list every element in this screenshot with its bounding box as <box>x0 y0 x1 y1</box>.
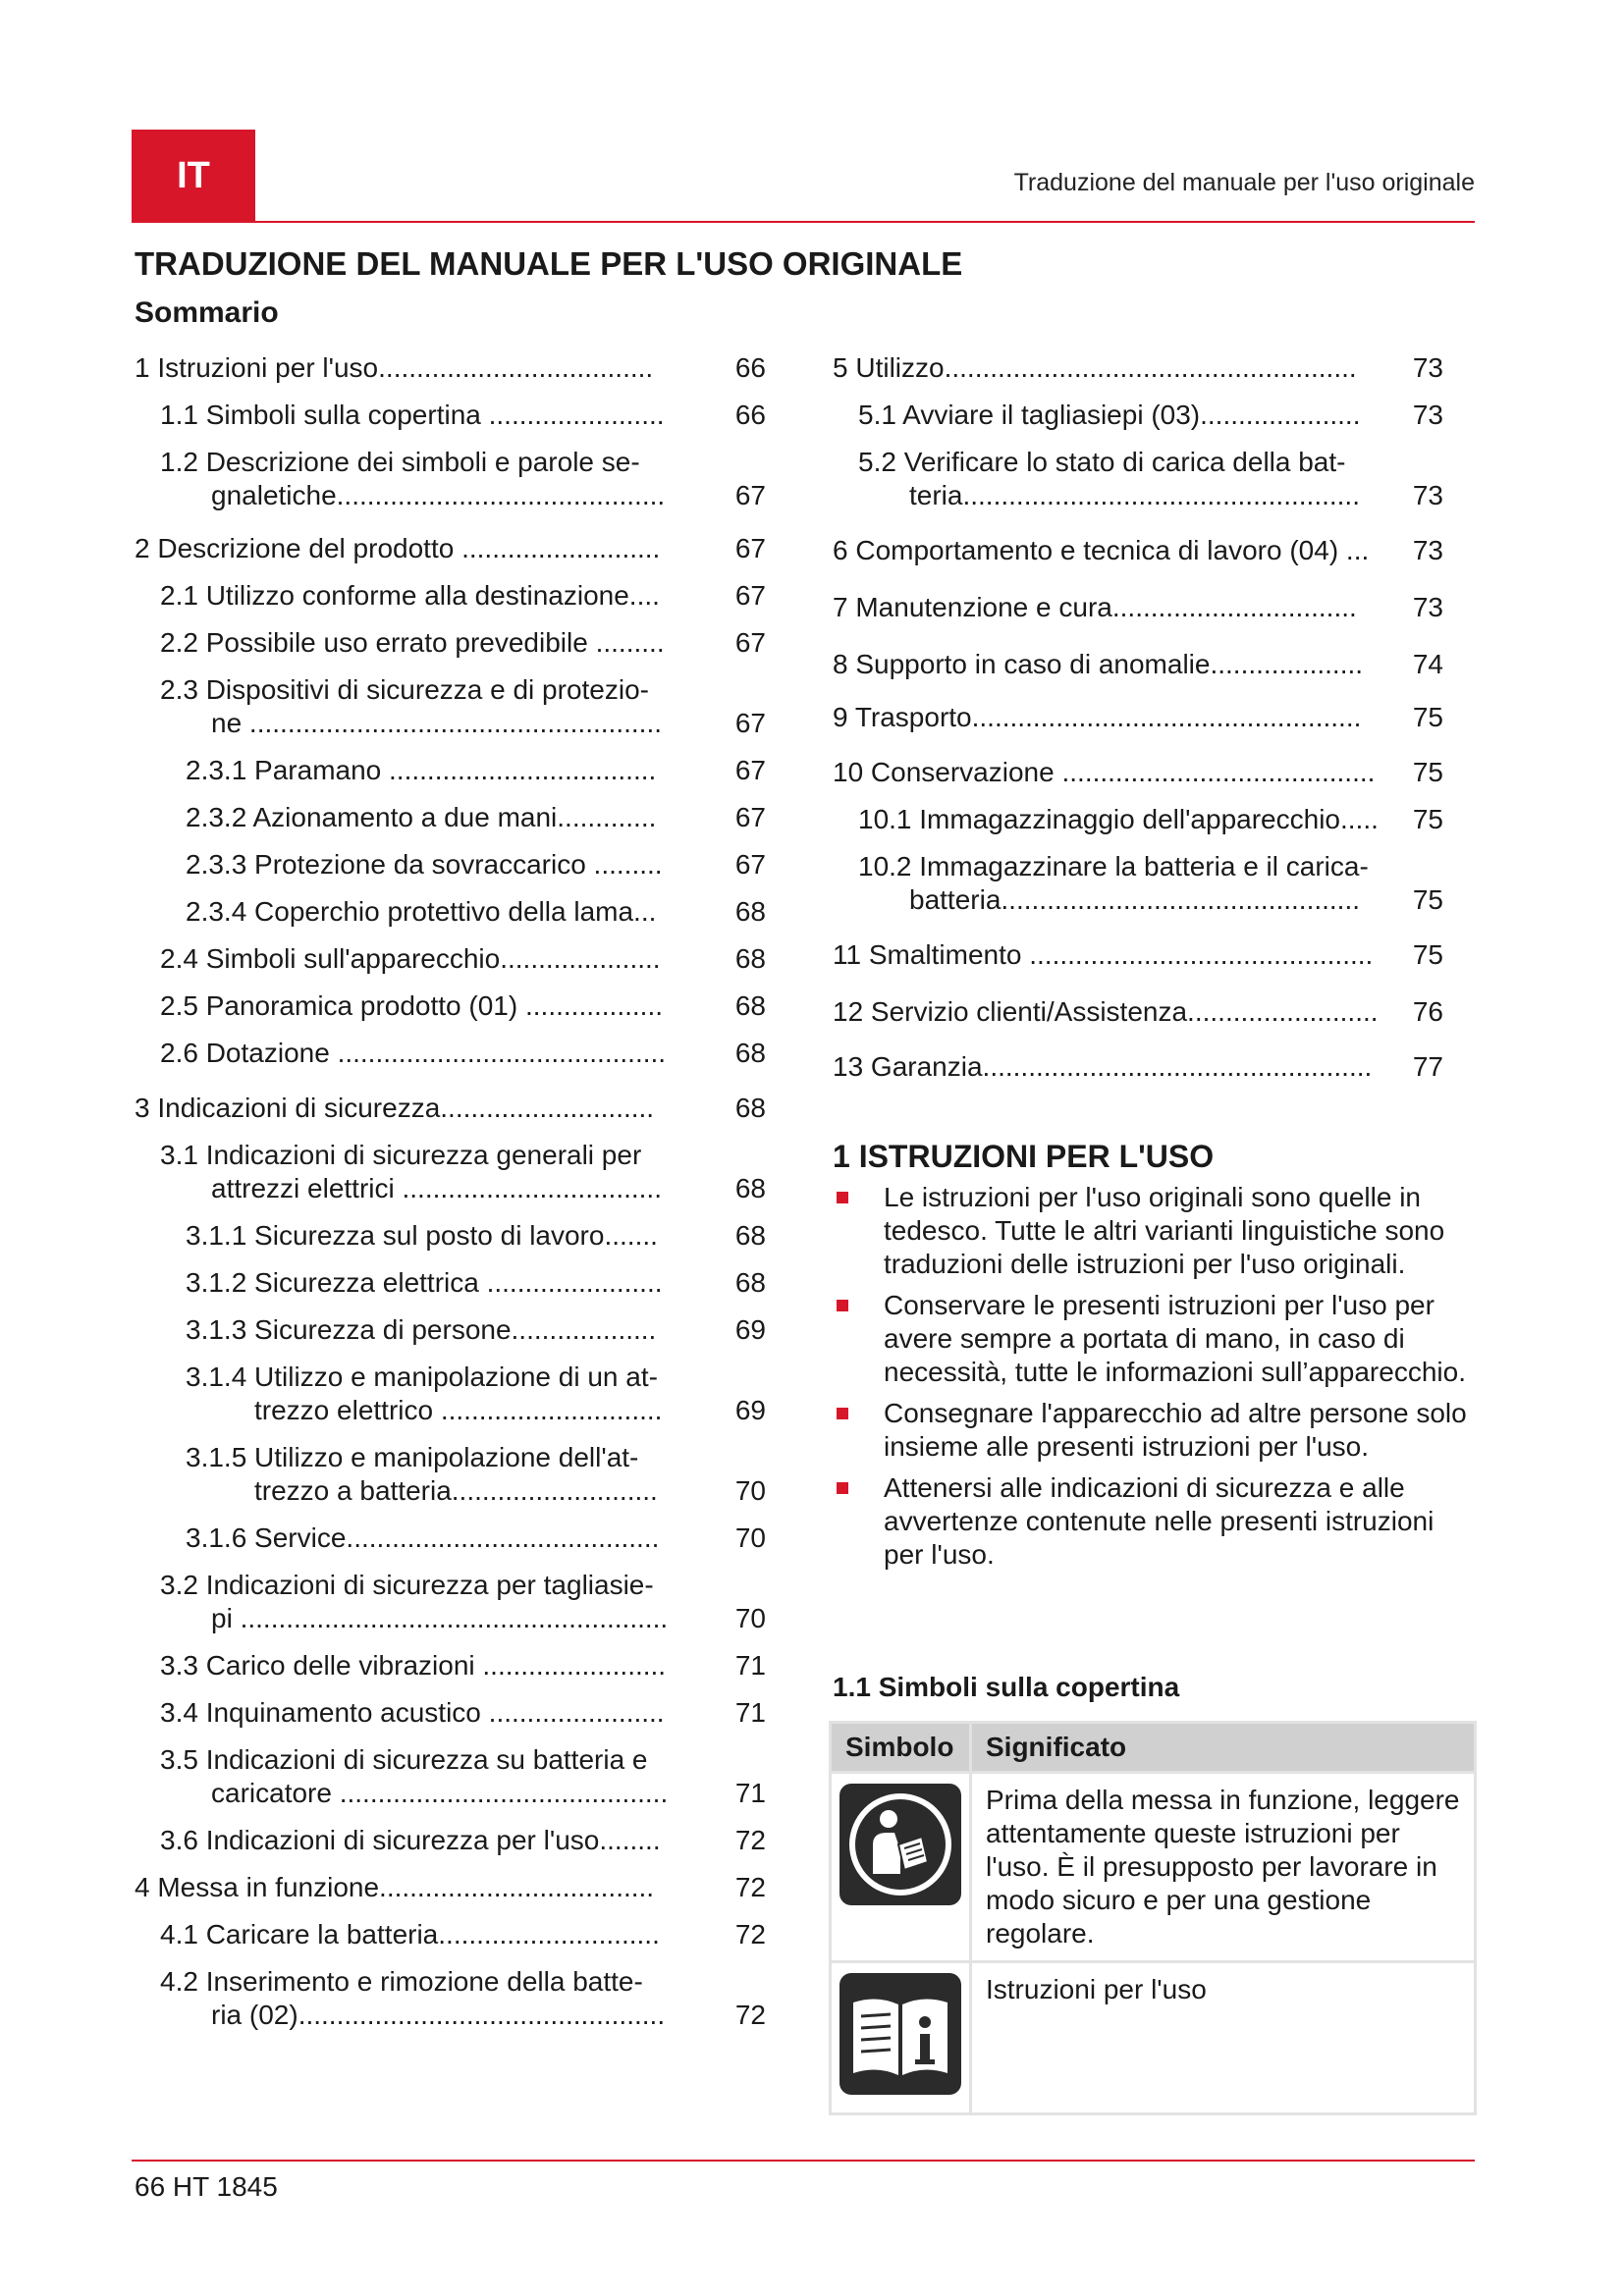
toc-page-number: 67 <box>734 849 766 880</box>
toc-entry-label: 2.3.4 Coperchio protettivo della lama... <box>186 896 657 927</box>
toc-entry[interactable] <box>135 626 766 660</box>
toc-entry-continuation: batteria............................................... <box>909 884 1361 915</box>
language-code: IT <box>177 154 210 196</box>
toc-entry-label: 7 Manutenzione e cura................................ <box>833 592 1357 622</box>
symbol-meaning: Istruzioni per l'uso <box>971 1962 1476 2114</box>
bullet-item <box>833 1397 1476 1464</box>
toc-entry[interactable] <box>135 1871 766 1904</box>
section-heading: 1 ISTRUZIONI PER L'USO <box>833 1139 1215 1174</box>
toc-page-number: 69 <box>734 1395 766 1425</box>
toc-page-number: 67 <box>734 533 766 563</box>
toc-entry-label: 3.3 Carico delle vibrazioni ........................ <box>160 1650 667 1681</box>
toc-page-number: 75 <box>1412 884 1443 915</box>
toc-page-number: 75 <box>1412 939 1443 970</box>
toc-entry-label: 3.1.3 Sicurezza di persone................... <box>186 1314 657 1345</box>
toc-heading: Sommario <box>135 296 279 329</box>
toc-entry-label: 10.2 Immagazzinare la batteria e il carica- <box>858 851 1369 881</box>
toc-page-number: 74 <box>1412 649 1443 679</box>
bullet-text: Consegnare l'apparecchio ad altre persone solo insieme alle presenti istruzioni per l'uso. <box>884 1398 1467 1462</box>
toc-entry[interactable] <box>135 1918 766 1951</box>
toc-page-number: 66 <box>734 352 766 383</box>
symbol-meaning: Prima della messa in funzione, leggere attentamente queste istruzioni per l'uso. È il presupposto per lavorare in modo sicuro e per una gestione regolare. <box>971 1773 1476 1962</box>
toc-entry[interactable] <box>135 1522 766 1555</box>
toc-entry-continuation: teria.................................................... <box>909 480 1360 510</box>
bullet-text: Le istruzioni per l'uso originali sono quelle in tedesco. Tutte le altri varianti linguistiche sono traduzioni delle istruzioni per l'uso originali. <box>884 1182 1445 1279</box>
toc-entry-label: 8 Supporto in caso di anomalie.................... <box>833 649 1364 679</box>
table-row <box>831 1773 1476 1962</box>
toc-entry[interactable] <box>833 534 1443 567</box>
toc-entry[interactable] <box>135 1361 766 1427</box>
toc-entry-label: 3.1.2 Sicurezza elettrica ....................... <box>186 1267 663 1298</box>
toc-entry[interactable] <box>135 1441 766 1508</box>
page-footer: 66 HT 1845 <box>135 2171 278 2202</box>
toc-entry[interactable] <box>135 989 766 1023</box>
toc-entry-label: 3.1.6 Service......................................... <box>186 1522 660 1553</box>
toc-entry-label: 12 Servizio clienti/Assistenza......................... <box>833 996 1379 1027</box>
toc-entry[interactable] <box>135 1266 766 1300</box>
read-manual-icon <box>839 1784 961 1905</box>
bullet-text: Attenersi alle indicazioni di sicurezza e alle avvertenze contenute nelle presenti istruzioni per l'uso. <box>884 1472 1435 1570</box>
toc-entry-label: 2.3.2 Azionamento a due mani............. <box>186 802 657 832</box>
toc-entry-label: 2.5 Panoramica prodotto (01) .................. <box>160 990 664 1021</box>
toc-entry-label: 2.1 Utilizzo conforme alla destinazione.... <box>160 580 660 611</box>
toc-page-number: 67 <box>734 480 766 510</box>
toc-entry-continuation: pi ........................................................ <box>211 1603 669 1633</box>
toc-page-number: 75 <box>1412 702 1443 732</box>
toc-entry[interactable] <box>135 1037 766 1070</box>
toc-entry[interactable] <box>833 803 1443 836</box>
toc-entry-label: 13 Garanzia................................................... <box>833 1051 1373 1082</box>
toc-page-number: 67 <box>734 802 766 832</box>
toc-entry-label: 5.2 Verificare lo stato di carica della bat- <box>858 447 1346 477</box>
toc-page-number: 75 <box>1412 804 1443 834</box>
toc-entry-label: 4.2 Inserimento e rimozione della batte- <box>160 1966 643 1997</box>
toc-entry[interactable] <box>833 701 1443 734</box>
toc-page-number: 76 <box>1412 996 1443 1027</box>
toc-entry-label: 4 Messa in funzione.................................... <box>135 1872 655 1902</box>
toc-page-number: 73 <box>1412 535 1443 565</box>
toc-page-number: 71 <box>734 1650 766 1681</box>
toc-entry[interactable] <box>833 938 1443 972</box>
toc-entry[interactable] <box>135 754 766 787</box>
toc-page-number: 67 <box>734 580 766 611</box>
toc-entry[interactable] <box>833 446 1443 512</box>
toc-entry[interactable] <box>135 351 766 385</box>
toc-entry[interactable] <box>833 756 1443 789</box>
toc-entry-label: 2.6 Dotazione ........................................... <box>160 1038 667 1068</box>
toc-entry-label: 3 Indicazioni di sicurezza............................ <box>135 1093 655 1123</box>
toc-entry-continuation: ne ...................................................... <box>211 708 663 738</box>
toc-entry[interactable] <box>135 1743 766 1810</box>
toc-entry-label: 3.1.4 Utilizzo e manipolazione di un at- <box>186 1362 658 1392</box>
toc-entry-label: 10 Conservazione ......................................... <box>833 757 1376 787</box>
toc-entry-label: 9 Trasporto................................................... <box>833 702 1362 732</box>
toc-entry-label: 1.1 Simboli sulla copertina ....................... <box>160 400 665 430</box>
bullet-square-icon <box>837 1300 848 1311</box>
toc-page-number: 66 <box>734 400 766 430</box>
toc-entry-continuation: trezzo a batteria........................... <box>254 1475 658 1506</box>
table-row <box>831 1962 1476 2114</box>
symbol-column-header: Simbolo <box>831 1723 971 1773</box>
toc-entry[interactable] <box>135 579 766 613</box>
document-title: TRADUZIONE DEL MANUALE PER L'USO ORIGINALE <box>135 245 963 282</box>
toc-page-number: 73 <box>1412 592 1443 622</box>
toc-entry[interactable] <box>135 1696 766 1730</box>
symbols-table <box>829 1721 1477 2115</box>
toc-entry[interactable] <box>135 1092 766 1125</box>
toc-page-number: 72 <box>734 1825 766 1855</box>
toc-entry[interactable] <box>833 399 1443 432</box>
table-header-row <box>831 1723 1476 1773</box>
toc-entry[interactable] <box>135 1139 766 1205</box>
toc-entry[interactable] <box>135 848 766 881</box>
toc-entry-label: 3.1.1 Sicurezza sul posto di lavoro....... <box>186 1220 658 1251</box>
toc-page-number: 68 <box>734 896 766 927</box>
toc-left-column <box>135 351 766 2032</box>
footer-rule <box>132 2160 1475 2162</box>
toc-page-number: 75 <box>1412 757 1443 787</box>
toc-page-number: 70 <box>734 1522 766 1553</box>
toc-entry-label: 4.1 Caricare la batteria............................. <box>160 1919 660 1949</box>
toc-page-number: 73 <box>1412 400 1443 430</box>
toc-entry-label: 3.2 Indicazioni di sicurezza per tagliasie- <box>160 1570 654 1600</box>
toc-page-number: 77 <box>1412 1051 1443 1082</box>
toc-entry-label: 10.1 Immagazzinaggio dell'apparecchio..... <box>858 804 1379 834</box>
toc-entry[interactable] <box>833 351 1443 385</box>
toc-page-number: 71 <box>734 1697 766 1728</box>
toc-page-number: 70 <box>734 1475 766 1506</box>
toc-entry[interactable] <box>135 801 766 834</box>
toc-page-number: 72 <box>734 2000 766 2030</box>
toc-page-number: 68 <box>734 1267 766 1298</box>
toc-entry[interactable] <box>135 1824 766 1857</box>
toc-entry-label: 5.1 Avviare il tagliasiepi (03)..................... <box>858 400 1361 430</box>
toc-entry[interactable] <box>135 399 766 432</box>
toc-entry[interactable] <box>135 1649 766 1682</box>
toc-entry-label: 11 Smaltimento ............................................. <box>833 939 1374 970</box>
toc-page-number: 67 <box>734 627 766 658</box>
bullet-text: Conservare le presenti istruzioni per l'uso per avere sempre a portata di mano, in caso di necessità, tutte le informazioni sull’apparecchio. <box>884 1290 1466 1387</box>
toc-entry-label: 3.5 Indicazioni di sicurezza su batteria e <box>160 1744 648 1775</box>
toc-entry-label: 2.4 Simboli sull'apparecchio..................... <box>160 943 661 974</box>
toc-entry-label: 2.3 Dispositivi di sicurezza e di protezio- <box>160 674 649 705</box>
toc-entry[interactable] <box>135 532 766 565</box>
toc-page-number: 68 <box>734 990 766 1021</box>
bullet-square-icon <box>837 1482 848 1494</box>
toc-entry[interactable] <box>135 1219 766 1253</box>
toc-page-number: 73 <box>1412 480 1443 510</box>
toc-entry[interactable] <box>135 942 766 976</box>
bullet-list <box>833 1181 1476 1579</box>
toc-entry-label: 2 Descrizione del prodotto .......................... <box>135 533 661 563</box>
toc-entry-label: 5 Utilizzo...................................................... <box>833 352 1357 383</box>
toc-page-number: 70 <box>734 1603 766 1633</box>
toc-page-number: 71 <box>734 1778 766 1808</box>
bullet-square-icon <box>837 1408 848 1419</box>
toc-page-number: 67 <box>734 755 766 785</box>
toc-entry[interactable] <box>135 1569 766 1635</box>
language-tab <box>132 130 255 222</box>
toc-entry[interactable] <box>135 895 766 929</box>
toc-entry-label: 2.3.1 Paramano ................................... <box>186 755 657 785</box>
toc-entry[interactable] <box>833 995 1443 1029</box>
toc-entry-continuation: trezzo elettrico ............................. <box>254 1395 663 1425</box>
bullet-square-icon <box>837 1192 848 1203</box>
meaning-column-header: Significato <box>971 1723 1476 1773</box>
bullet-item <box>833 1181 1476 1281</box>
toc-page-number: 67 <box>734 708 766 738</box>
toc-page-number: 68 <box>734 943 766 974</box>
toc-entry-label: 2.2 Possibile uso errato prevedibile ......... <box>160 627 665 658</box>
toc-right-column <box>833 351 1443 1097</box>
toc-entry-continuation: attrezzi elettrici .................................. <box>211 1173 662 1203</box>
toc-entry-continuation: gnaletiche........................................... <box>211 480 666 510</box>
toc-entry[interactable] <box>135 1313 766 1347</box>
running-title: Traduzione del manuale per l'uso originale <box>1013 169 1475 196</box>
toc-entry[interactable] <box>135 1965 766 2032</box>
toc-entry-continuation: caricatore ........................................... <box>211 1778 669 1808</box>
toc-entry[interactable] <box>833 648 1443 681</box>
toc-entry[interactable] <box>833 1050 1443 1084</box>
toc-entry-label: 3.1.5 Utilizzo e manipolazione dell'at- <box>186 1442 639 1472</box>
info-manual-icon <box>839 1973 961 2095</box>
toc-entry-label: 6 Comportamento e tecnica di lavoro (04) ... <box>833 535 1370 565</box>
toc-entry-label: 2.3.3 Protezione da sovraccarico ......... <box>186 849 663 880</box>
toc-entry-label: 1 Istruzioni per l'uso.................................... <box>135 352 654 383</box>
toc-entry[interactable] <box>833 850 1443 917</box>
subsection-heading: 1.1 Simboli sulla copertina <box>833 1672 1180 1702</box>
header-rule <box>132 221 1475 223</box>
toc-page-number: 69 <box>734 1314 766 1345</box>
toc-page-number: 68 <box>734 1093 766 1123</box>
toc-entry-label: 3.1 Indicazioni di sicurezza generali per <box>160 1140 642 1170</box>
toc-entry-continuation: ria (02)................................................ <box>211 2000 666 2030</box>
toc-page-number: 72 <box>734 1919 766 1949</box>
toc-entry-label: 3.4 Inquinamento acustico ....................... <box>160 1697 665 1728</box>
bullet-item <box>833 1471 1476 1572</box>
bullet-item <box>833 1289 1476 1389</box>
toc-entry[interactable] <box>135 446 766 512</box>
toc-page-number: 68 <box>734 1173 766 1203</box>
toc-entry[interactable] <box>833 591 1443 624</box>
toc-page-number: 73 <box>1412 352 1443 383</box>
toc-entry-label: 3.6 Indicazioni di sicurezza per l'uso........ <box>160 1825 661 1855</box>
toc-entry-label: 1.2 Descrizione dei simboli e parole se- <box>160 447 640 477</box>
toc-page-number: 72 <box>734 1872 766 1902</box>
toc-page-number: 68 <box>734 1220 766 1251</box>
toc-page-number: 68 <box>734 1038 766 1068</box>
toc-entry[interactable] <box>135 673 766 740</box>
